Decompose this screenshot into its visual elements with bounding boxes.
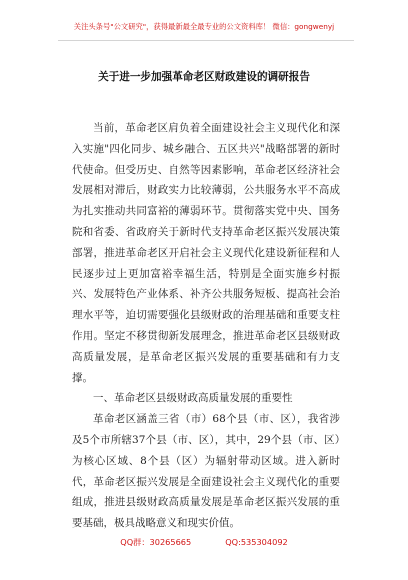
document-title: 关于进一步加强革命老区财政建设的调研报告 [98,71,310,83]
document-body [72,118,340,534]
footer-qq: QQ:535304092 [225,537,288,547]
footer-contact [0,537,408,548]
header-divider [58,40,354,41]
body-paragraph: 当前，革命老区肩负着全面建设社会主义现代化和深入实施"四化同步、城乡融合、五区共兴"战略部署的新时代使命。但受历史、自然等因素影响，革命老区经济社会发展相对滞后，财政实力比较薄弱，公共服务水平不高成为扎实推动共同富裕的薄弱环节。贯彻落实党中央、国务院和省委、省政府关于新时代支持革命老区振兴发展决策部署，推进革命老区开启社会主义现代化建设新征程和人民逐步过上更加富裕幸福生活，特别是全面实施乡村振兴、发展特色产业体系、补齐公共服务短板、提高社会治理水平等，迫切需要强化县级财政的治理基础和重要支柱作用。坚定不移贯彻新发展理念，推进革命老区县级财政高质量发展，是革命老区振兴发展的重要基础和有力支撑。 [72,122,340,384]
body-paragraph: 革命老区涵盖三省（市）68个县（市、区），我省涉及5个市所辖37个县（市、区），其中，29个县（市、区）为核心区域、8个县（区）为辐射带动区域。进入新时代，革命老区振兴发展是全面建设社会主义现代化的重要组成，推进县级财政高质量发展是革命老区振兴发展的重要基础，极具战略意义和现实价值。 [72,413,340,530]
header-promo-note: 关注头条号"公文研究"，获得最新最全最专业的公文资料库！ 微信：gongwenyj [73,22,335,31]
section-heading: 一、革命老区县级财政高质量发展的重要性 [93,392,293,405]
footer-qq-group: QQ群：30265665 [120,537,192,547]
